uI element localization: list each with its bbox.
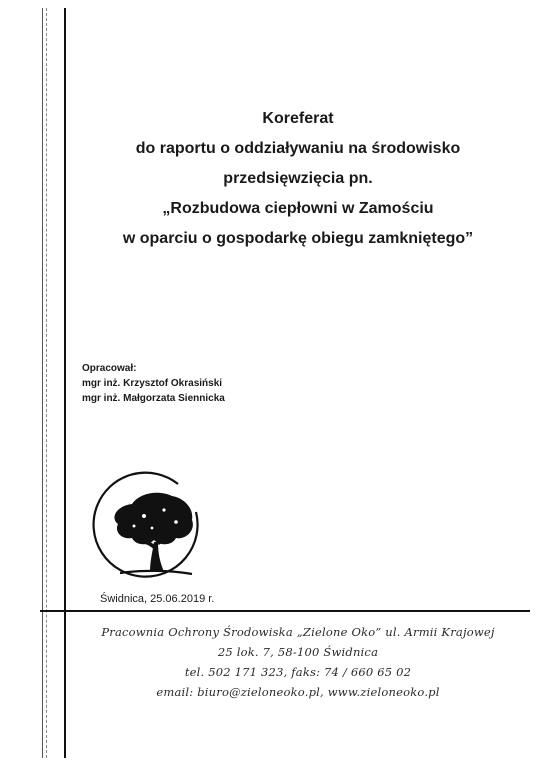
place-and-date: Świdnica, 25.06.2019 r. bbox=[100, 593, 215, 605]
left-margin-rule bbox=[42, 8, 43, 758]
footer-line-1: Pracownia Ochrony Środowiska „Zielone Oko” ul. Armii Krajowej bbox=[101, 625, 495, 639]
author-name-2: mgr inż. Małgorzata Siennicka bbox=[82, 393, 225, 404]
document-title bbox=[66, 104, 530, 254]
left-margin-dashed-rule bbox=[46, 8, 47, 758]
footer-line-2: 25 lok. 7, 58-100 Świdnica bbox=[217, 645, 379, 659]
footer-contact-block bbox=[66, 622, 530, 702]
authors-block bbox=[82, 361, 225, 406]
title-line-5: w oparciu o gospodarkę obiegu zamkniętego” bbox=[122, 230, 474, 247]
tree-in-circle-logo-icon bbox=[80, 470, 210, 590]
author-name-1: mgr inż. Krzysztof Okrasiński bbox=[82, 378, 223, 389]
title-line-4: „Rozbudowa ciepłowni w Zamościu bbox=[162, 200, 434, 217]
footer-separator-rule bbox=[40, 610, 530, 612]
title-line-3: przedsięwzięcia pn. bbox=[223, 170, 373, 187]
title-line-2: do raportu o oddziaływaniu na środowisko bbox=[135, 140, 461, 157]
footer-line-4: email: biuro@zieloneoko.pl, www.zieloneoko.pl bbox=[156, 685, 440, 699]
footer-line-3: tel. 502 171 323, faks: 74 / 660 65 02 bbox=[184, 665, 412, 679]
title-line-1: Koreferat bbox=[262, 110, 334, 127]
authors-label: Opracował: bbox=[82, 363, 137, 374]
